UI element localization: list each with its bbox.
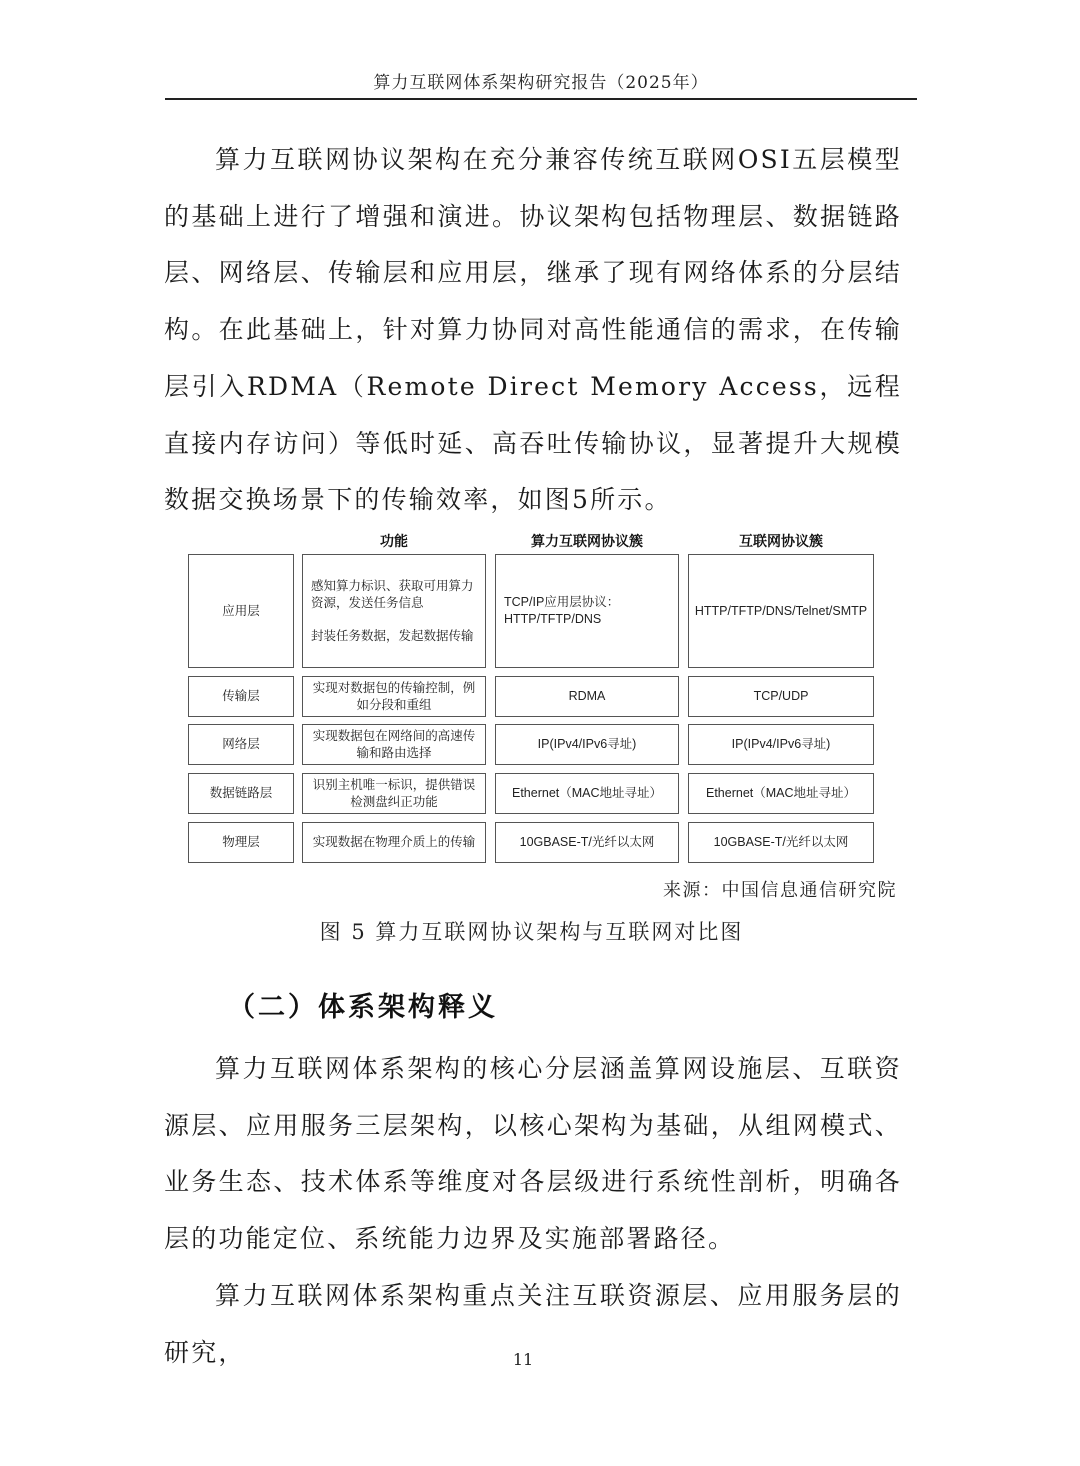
function-cell-transport [302, 676, 486, 717]
page-number: 11 [512, 1350, 534, 1369]
section-heading: （二）体系架构释义 [228, 992, 498, 1023]
layer-label: 数据链路层 [209, 786, 273, 800]
protocol-text: HTTP/TFTP/DNS/Telnet/SMTP [694, 603, 868, 618]
protocol-text: Ethernet（MAC地址寻址） [705, 786, 857, 800]
function-cell-physical [302, 822, 486, 863]
compute-protocol-cell-data-link [495, 773, 679, 814]
layer-label: 应用层 [222, 603, 260, 618]
function-cell-application [302, 554, 486, 668]
paragraph-architecture-layers: 算力互联网体系架构的核心分层涵盖算网设施层、互联资源层、应用服务三层架构，以核心架构为基础，从组网模式、业务生态、技术体系等维度对各层级进行系统性剖析，明确各层的功能定位、系统能力边界及实施部署路径。 [164, 1054, 902, 1254]
protocol-text: 10GBASE-T/光纤以太网 [519, 835, 655, 849]
protocol-text: TCP/IP应用层协议：HTTP/TFTP/DNS [504, 595, 620, 626]
layer-cell-application [188, 554, 294, 668]
compute-protocol-cell-physical [495, 822, 679, 863]
layer-cell-data-link [188, 773, 294, 814]
column-header-compute-protocols: 算力互联网协议簇 [531, 533, 643, 549]
protocol-text: RDMA [568, 689, 606, 703]
layer-cell-transport [188, 676, 294, 717]
paragraph-research-focus: 算力互联网体系架构重点关注互联资源层、应用服务层的研究， [164, 1281, 902, 1367]
protocol-text: IP(IPv4/IPv6寻址) [537, 737, 637, 751]
function-text: 识别主机唯一标识，提供错误检测盘纠正功能 [312, 777, 476, 809]
function-cell-network [302, 724, 486, 765]
protocol-text: 10GBASE-T/光纤以太网 [713, 835, 849, 849]
compute-protocol-cell-transport [495, 676, 679, 717]
column-header-function: 功能 [380, 533, 408, 549]
figure-caption: 图 5 算力互联网协议架构与互联网对比图 [319, 920, 744, 944]
layer-label: 物理层 [222, 835, 260, 849]
layer-cell-physical [188, 822, 294, 863]
internet-protocol-cell-network [688, 724, 874, 765]
protocol-comparison-figure [186, 528, 876, 868]
internet-protocol-cell-application [688, 554, 874, 668]
layer-label: 网络层 [222, 737, 260, 751]
function-cell-data-link [302, 773, 486, 814]
compute-protocol-cell-network [495, 724, 679, 765]
internet-protocol-cell-transport [688, 676, 874, 717]
figure-source: 来源：中国信息通信研究院 [663, 880, 897, 901]
function-text: 感知算力标识、获取可用算力资源，发送任务信息 [311, 578, 474, 610]
column-header-internet-protocols: 互联网协议簇 [739, 533, 823, 549]
layer-label: 传输层 [222, 689, 260, 703]
function-text: 封装任务数据，发起数据传输 [311, 628, 474, 643]
function-text: 实现数据包在网络间的高速传输和路由选择 [312, 728, 476, 760]
protocol-text: Ethernet（MAC地址寻址） [511, 786, 663, 800]
running-header: 算力互联网体系架构研究报告（2025年） [165, 70, 917, 100]
compute-protocol-cell-application [495, 554, 679, 668]
function-text: 实现数据在物理介质上的传输 [312, 835, 476, 849]
function-text: 实现对数据包的传输控制，例如分段和重组 [312, 680, 476, 712]
protocol-text: IP(IPv4/IPv6寻址) [731, 737, 831, 751]
layer-cell-network [188, 724, 294, 765]
paragraph-protocol-architecture: 算力互联网协议架构在充分兼容传统互联网OSI五层模型的基础上进行了增强和演进。协议架构包括物理层、数据链路层、网络层、传输层和应用层，继承了现有网络体系的分层结构。在此基础上，针对算力协同对高性能通信的需求，在传输层引入RDMA（Remote Direct Memory Access，远程直接内存访问）等低时延、高吞吐传输协议，显著提升大规模数据交换场景下的传输效率，如图5所示。 [164, 145, 902, 515]
internet-protocol-cell-data-link [688, 773, 874, 814]
protocol-text: TCP/UDP [753, 689, 809, 703]
internet-protocol-cell-physical [688, 822, 874, 863]
